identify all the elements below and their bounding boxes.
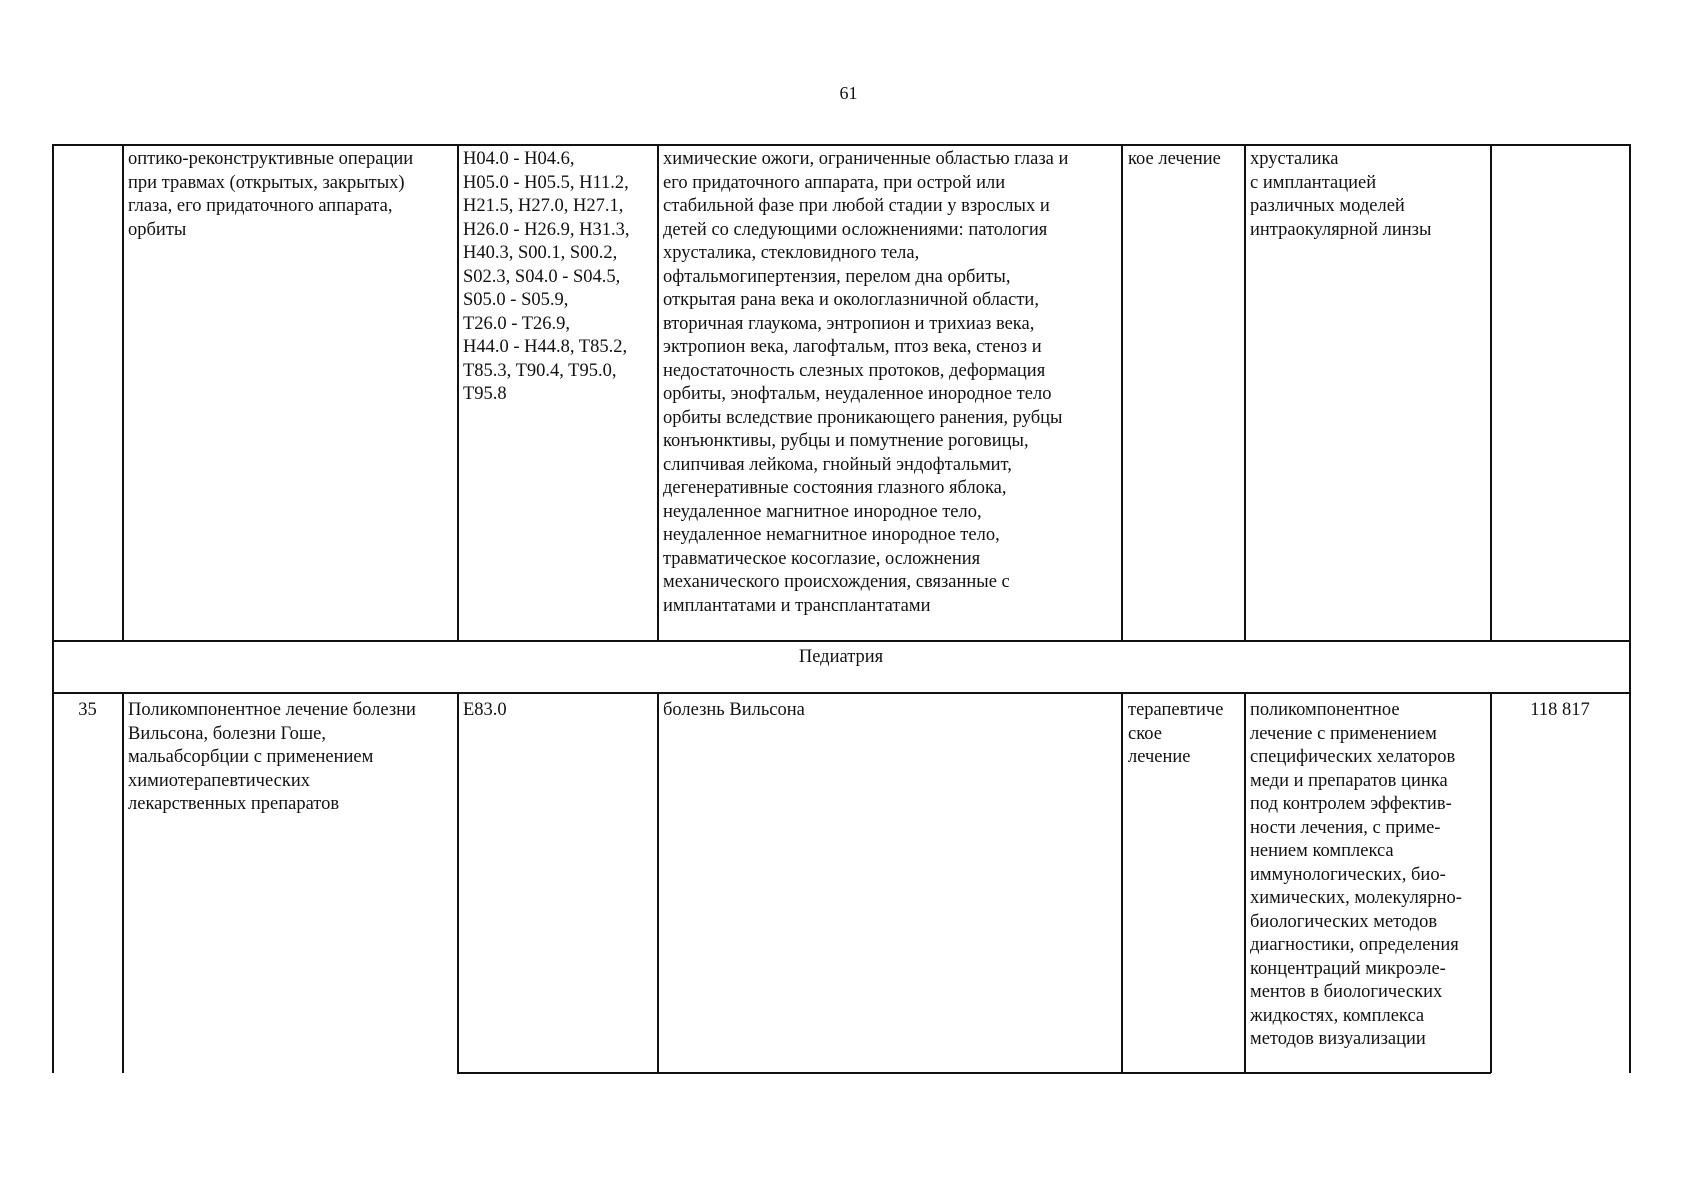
col-divider-2: [457, 144, 459, 641]
col-divider-1b: [122, 692, 124, 1073]
table-left-border: [52, 144, 54, 1073]
section-divider: [52, 692, 1630, 694]
col-divider-2b: [457, 692, 459, 1073]
col-divider-4: [1121, 144, 1123, 641]
table-top-border: [52, 144, 1630, 146]
treatment-type-cell: терапевтиче ское лечение: [1128, 700, 1224, 767]
section-heading: Педиатрия: [798, 647, 884, 667]
cost-cell: 118 817: [1530, 700, 1590, 720]
col-divider-3: [657, 144, 659, 641]
procedure-name-cell: Поликомпонентное лечение болезни Вильсона, болезни Гоше, мальабсорбции с применением химиотерапевтических лекарственных препаратов: [128, 700, 416, 814]
col-divider-6b: [1490, 692, 1492, 1073]
treatment-method-cell: поликомпонентное лечение с применением специфических хелаторов меди и препаратов цинка под контролем эффектив- ности лечения, с приме- нением комплекса иммунологических, био- химических, молекулярно- биологических методов диагностики, определения концентраций микроэле- ментов в биологических жидкостях, комплекса методов визуализации: [1250, 700, 1462, 1049]
col-divider-4b: [1121, 692, 1123, 1073]
col-divider-3b: [657, 692, 659, 1073]
icd-codes-cell: H04.0 - H04.6, H05.0 - H05.5, H11.2, H21.5, H27.0, H27.1, H26.0 - H26.9, H31.3, H40.3, S00.1, S00.2, S02.3, S04.0 - S04.5, S05.0 - S05.9, T26.0 - T26.9, H44.0 - H44.8, T85.2, T85.3, T90.4, T95.0, T95.8: [463, 149, 630, 404]
row-number-cell: 35: [78, 700, 97, 720]
col-divider-5: [1244, 144, 1246, 641]
treatment-type-cell: кое лечение: [1128, 149, 1221, 169]
icd-codes-cell: E83.0: [463, 700, 507, 720]
treatment-method-cell: хрусталика с имплантацией различных моделей интраокулярной линзы: [1250, 149, 1432, 240]
row-divider: [52, 640, 1630, 642]
page-number: 61: [839, 83, 858, 103]
col-divider-1: [122, 144, 124, 641]
patient-model-cell: болезнь Вильсона: [663, 700, 805, 720]
col-divider-6: [1490, 144, 1492, 641]
col-divider-5b: [1244, 692, 1246, 1073]
table-right-border: [1629, 144, 1631, 1073]
table-bottom-partial-border: [457, 1072, 1491, 1074]
procedure-name-cell: оптико-реконструктивные операции при травмах (открытых, закрытых) глаза, его придаточного аппарата, орбиты: [128, 149, 414, 240]
patient-model-cell: химические ожоги, ограниченные областью глаза и его придаточного аппарата, при острой или стабильной фазе при любой стадии у взрослых и детей со следующими осложнениями: патология хрусталика, стекловидного тела, офтальмогипертензия, перелом дна орбиты, открытая рана века и окологлазничной области, вторичная глаукома, энтропион и трихиаз века, эктропион века, лагофтальм, птоз века, стеноз и недостаточность слезных протоков, деформация орбиты, энофтальм, неудаленное инородное тело орбиты вследствие проникающего ранения, рубцы конъюнктивы, рубцы и помутнение роговицы, слипчивая лейкома, гнойный эндофтальмит, дегенеративные состояния глазного яблока, неудаленное магнитное инородное тело, неудаленное немагнитное инородное тело, травматическое косоглазие, осложнения механического происхождения, связанные с имплантатами и трансплантатами: [663, 149, 1069, 616]
